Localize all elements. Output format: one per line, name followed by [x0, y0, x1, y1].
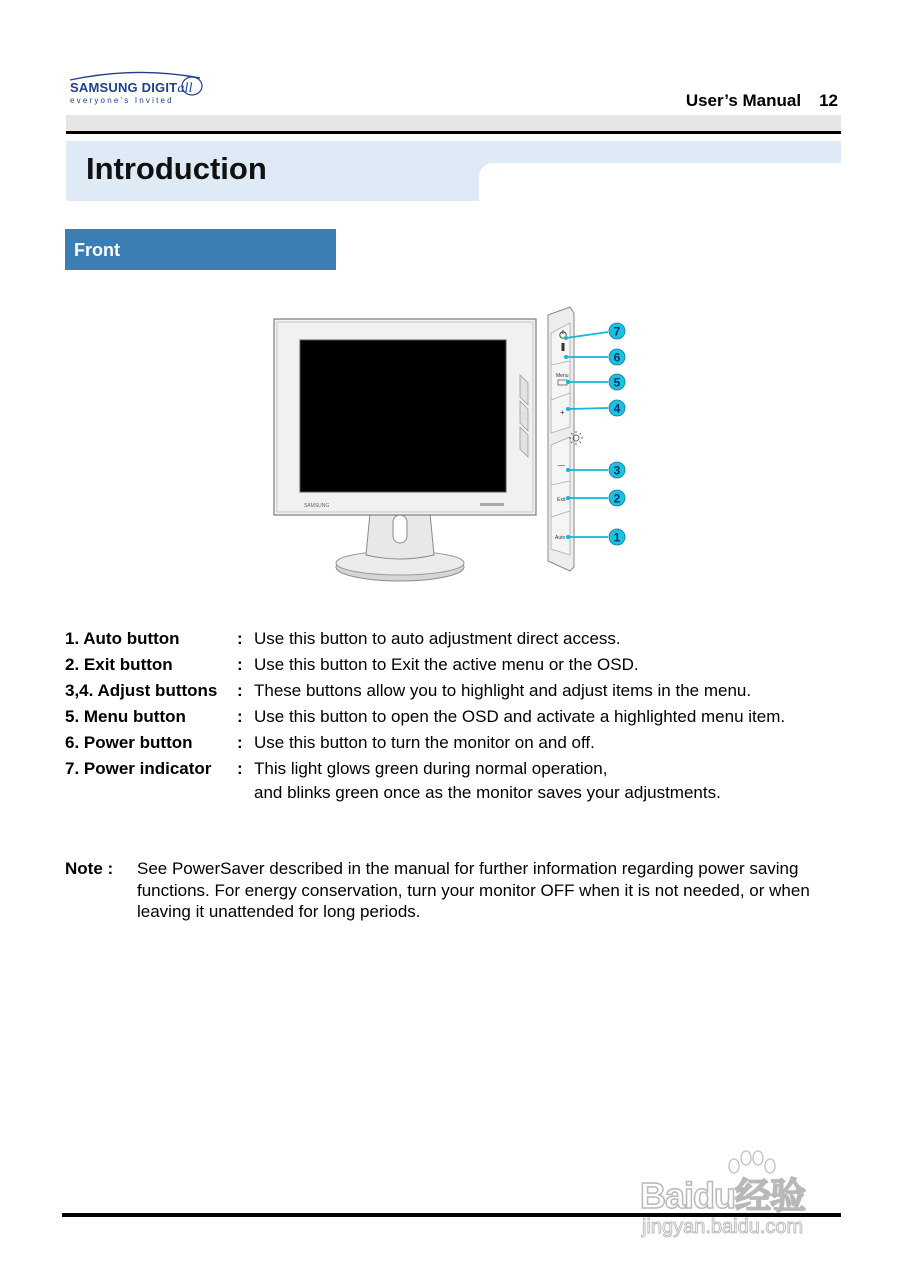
logo-brand: SAMSUNG DIGITall: [70, 80, 193, 96]
callout-1: [566, 529, 625, 545]
item-description: Use this button to auto adjustment direct access.: [254, 629, 621, 648]
running-header: [686, 91, 838, 111]
watermark-main: Baidu经验: [640, 1175, 806, 1216]
svg-text:1: 1: [613, 530, 621, 545]
item-term: 3,4. Adjust buttons: [65, 681, 218, 700]
watermark-url: jingyan.baidu.com: [642, 1216, 804, 1238]
section-heading-label: Front: [74, 240, 120, 260]
side-control-panel: [548, 307, 583, 571]
page-title: Introduction: [86, 151, 267, 186]
item-term: 7. Power indicator: [65, 759, 212, 778]
item-description: Use this button to turn the monitor on and off.: [254, 733, 595, 752]
callout-5: [566, 374, 625, 390]
item-term: 6. Power button: [65, 733, 193, 752]
note-text: See PowerSaver described in the manual for further information regarding power saving functions. For energy conservation, turn your monitor OFF when it is not needed, or when leaving it unattended for long periods.: [137, 859, 810, 921]
bezel-brand: SAMSUNG: [304, 503, 330, 509]
svg-text:—: —: [558, 462, 565, 469]
svg-text:2: 2: [613, 491, 621, 506]
note-label: Note :: [65, 859, 114, 878]
power-button-indicator: [562, 343, 565, 351]
logo-tagline: everyone's Invited: [70, 96, 174, 105]
item-description: This light glows green during normal operation, and blinks green once as the monitor saves your adjustments.: [254, 759, 721, 802]
item-description: These buttons allow you to highlight and adjust items in the menu.: [254, 681, 752, 700]
svg-text:7: 7: [613, 324, 621, 339]
title-block: [66, 141, 841, 201]
svg-text:Menu: Menu: [556, 373, 569, 379]
svg-text:4: 4: [613, 401, 621, 416]
header-grey-bar: [66, 115, 841, 131]
manual-title: User’s Manual: [685, 91, 802, 110]
svg-text:6: 6: [613, 350, 621, 365]
monitor-stand: [336, 513, 464, 581]
callout-2: [566, 490, 625, 506]
item-description: Use this button to open the OSD and activate a highlighted menu item.: [254, 707, 786, 726]
svg-text:Auto: Auto: [555, 535, 566, 541]
item-term: 5. Menu button: [65, 707, 186, 726]
callout-3: [566, 462, 625, 478]
svg-text:+: +: [560, 408, 565, 417]
svg-text:5: 5: [613, 375, 621, 390]
svg-text:3: 3: [613, 463, 621, 478]
page-number: 12: [819, 91, 838, 110]
baidu-watermark: [640, 1150, 860, 1245]
svg-text:Exit: Exit: [557, 497, 566, 503]
samsung-logo: [66, 68, 206, 110]
monitor-bezel: [274, 319, 536, 515]
header-rule: [66, 131, 841, 134]
monitor-front-illustration: [270, 305, 640, 590]
monitor-screen: [300, 340, 506, 492]
callout-4: [566, 400, 625, 416]
section-heading: [65, 229, 336, 270]
item-term: 2. Exit button: [65, 655, 173, 674]
item-description: Use this button to Exit the active menu or the OSD.: [254, 655, 639, 674]
item-term: 1. Auto button: [65, 629, 180, 648]
